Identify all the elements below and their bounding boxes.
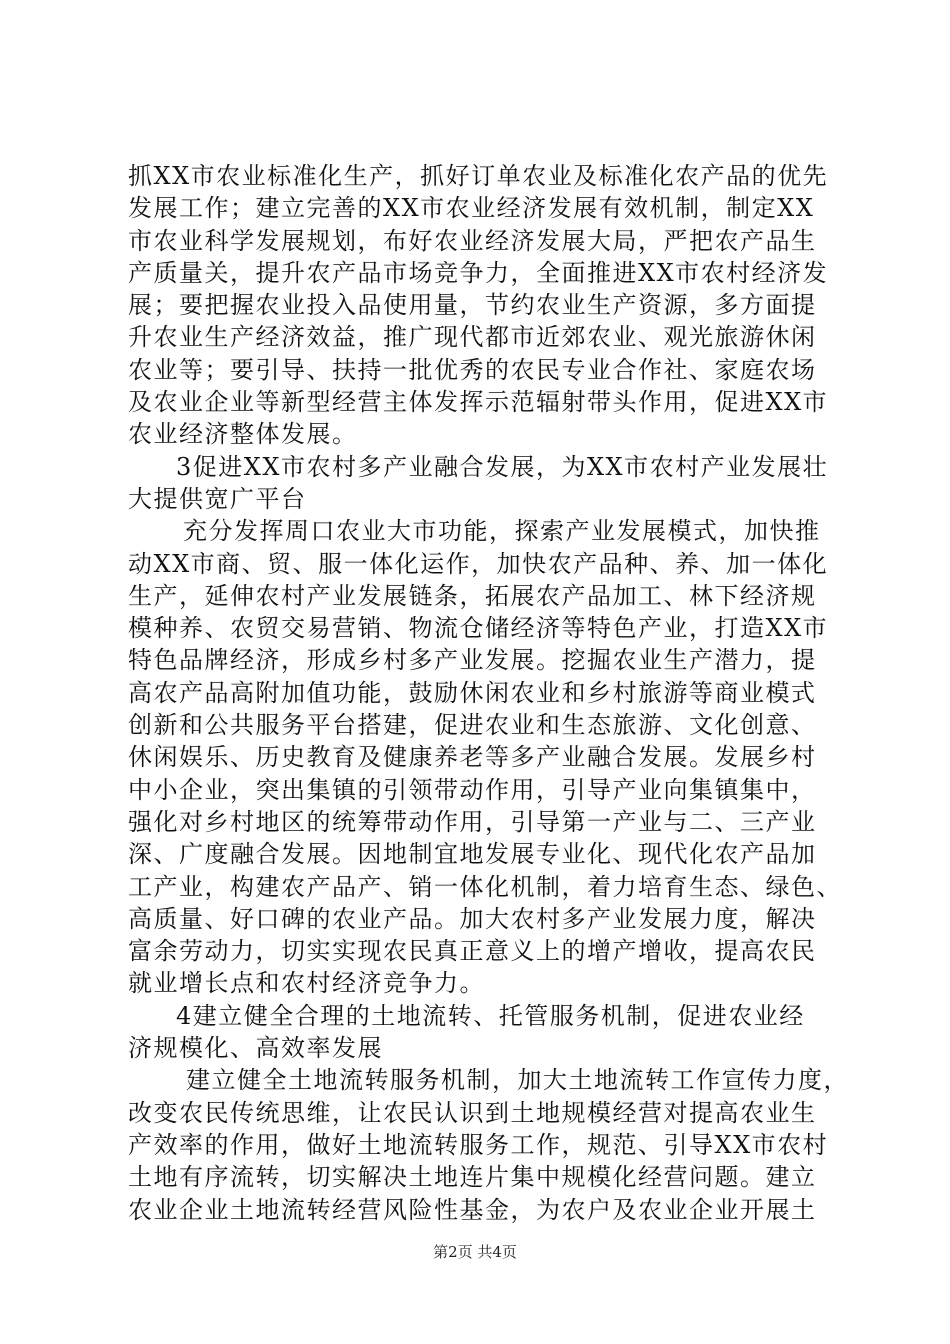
document-body xyxy=(128,160,849,1226)
text-line: 富余劳动力，切实实现农民真正意义上的增产增收，提高农民 xyxy=(128,937,817,966)
text-line: 工产业，构建农产品产、销一体化机制，着力培育生态、绿色、 xyxy=(128,872,842,901)
text-line: 充分发挥周口农业大市功能，探索产业发展模式，加快推 xyxy=(183,517,821,546)
text-line: 市农业科学发展规划，布好农业经济发展大局，严把农产品生 xyxy=(128,226,817,255)
text-line: 建立健全土地流转服务机制，加大土地流转工作宣传力度， xyxy=(186,1066,849,1095)
text-line: 中小企业，突出集镇的引领带动作用，引导产业向集镇集中， xyxy=(128,775,817,804)
text-line: 及农业企业等新型经营主体发挥示范辐射带头作用，促进XX市 xyxy=(128,388,829,417)
text-line: 就业增长点和农村经济竞争力。 xyxy=(128,969,485,998)
text-line: 特色品牌经济，形成乡村多产业发展。挖掘农业生产潜力，提 xyxy=(128,646,817,675)
text-line: 产质量关，提升农产品市场竞争力，全面推进XX市农村经济发 xyxy=(128,258,829,287)
text-line: 深、广度融合发展。因地制宜地发展专业化、现代化农产品加 xyxy=(128,840,817,869)
text-line: 展；要把握农业投入品使用量，节约农业生产资源，多方面提 xyxy=(128,291,817,320)
section-heading-line: 大提供宽广平台 xyxy=(128,484,307,513)
text-line: 动XX市商、贸、服一体化运作，加快农产品种、养、加一体化 xyxy=(128,549,829,578)
text-line: 土地有序流转，切实解决土地连片集中规模化经营问题。建立 xyxy=(128,1163,817,1192)
text-line: 高质量、好口碑的农业产品。加大农村多产业发展力度，解决 xyxy=(128,904,817,933)
text-line: 改变农民传统思维，让农民认识到土地规模经营对提高农业生 xyxy=(128,1098,817,1127)
section-heading-line: 济规模化、高效率发展 xyxy=(128,1034,383,1063)
text-line: 创新和公共服务平台搭建，促进农业和生态旅游、文化创意、 xyxy=(128,711,817,740)
text-line: 产效率的作用，做好土地流转服务工作，规范、引导XX市农村 xyxy=(128,1130,829,1159)
text-line: 抓XX市农业标准化生产，抓好订单农业及标准化农产品的优先 xyxy=(128,162,829,190)
page-number-footer: 第2页 共4页 xyxy=(433,1243,517,1261)
text-line: 农业企业土地流转经营风险性基金，为农户及农业企业开展土 xyxy=(128,1195,817,1224)
text-line: 农业等；要引导、扶持一批优秀的农民专业合作社、家庭农场 xyxy=(128,355,817,384)
section-heading-line: 3促进XX市农村多产业融合发展，为XX市农村产业发展壮 xyxy=(176,452,829,481)
section-heading-line: 4建立健全合理的土地流转、托管服务机制，促进农业经 xyxy=(176,1001,805,1030)
text-line: 强化对乡村地区的统筹带动作用，引导第一产业与二、三产业 xyxy=(128,807,817,836)
text-line: 发展工作；建立完善的XX市农业经济发展有效机制，制定XX xyxy=(128,194,815,223)
text-line: 升农业生产经济效益，推广现代都市近郊农业、观光旅游休闲 xyxy=(128,323,817,352)
text-line: 休闲娱乐、历史教育及健康养老等多产业融合发展。发展乡村 xyxy=(128,743,817,772)
text-line: 高农产品高附加值功能，鼓励休闲农业和乡村旅游等商业模式 xyxy=(128,678,817,707)
text-line: 农业经济整体发展。 xyxy=(128,420,358,449)
text-line: 模种养、农贸交易营销、物流仓储经济等特色产业，打造XX市 xyxy=(128,614,829,643)
text-line: 生产，延伸农村产业发展链条，拓展农产品加工、林下经济规 xyxy=(128,581,817,610)
